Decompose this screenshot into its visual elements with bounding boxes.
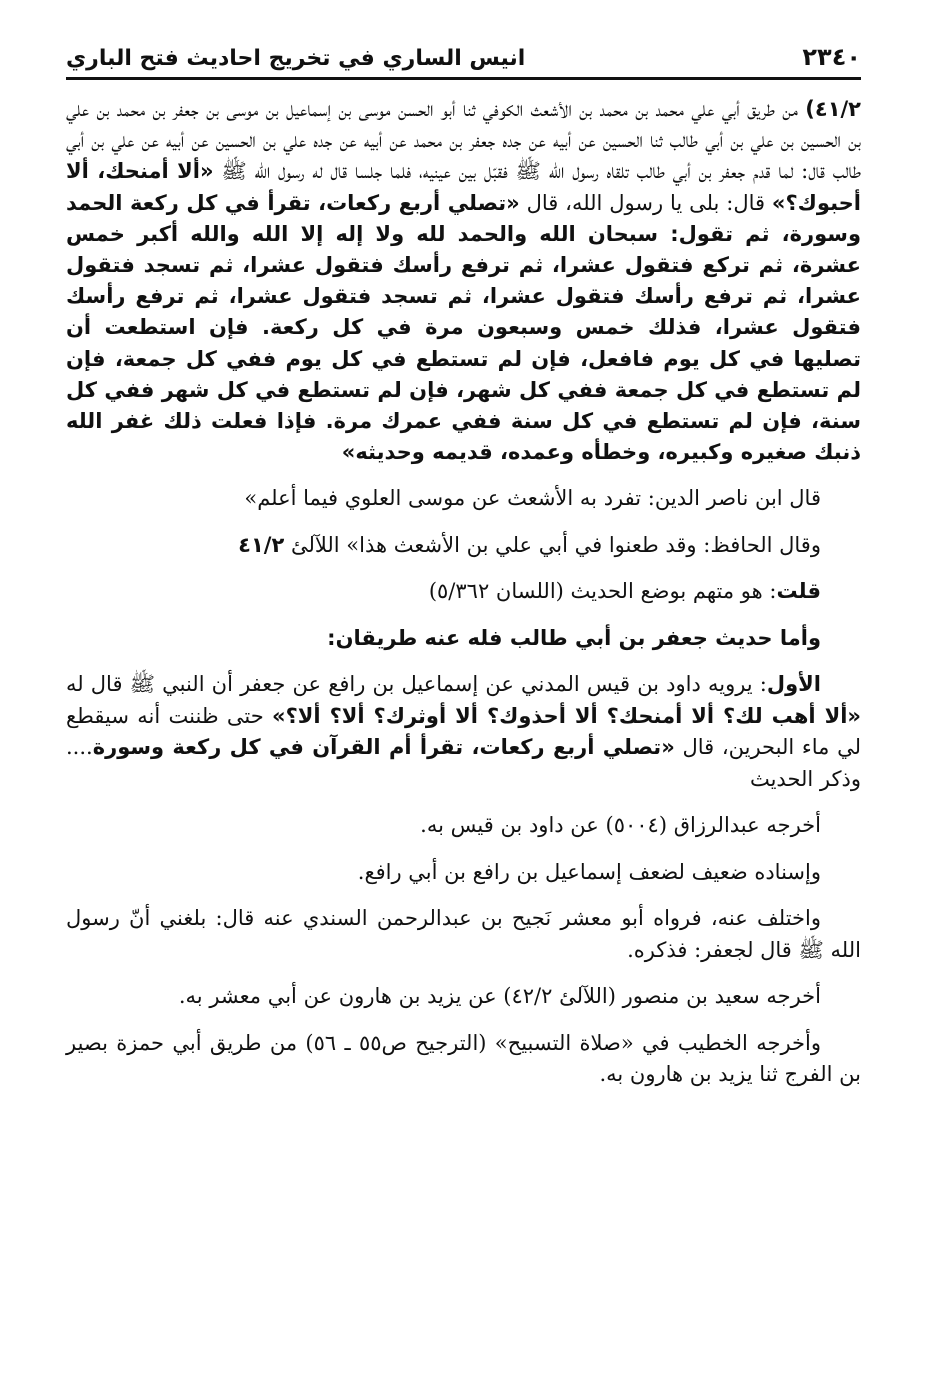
hadith-text: «تصلي أربع ركعات، تقرأ في كل ركعة الحمد وسورة، ثم تقول: سبحان الله والحمد لله ولا إله إلا الله والله أكبر خمس عشرة، ثم تركع فتقول عشرا، ثم ترفع رأسك فتقول عشرا، ثم تسجد فتقول عشرا، ثم ترفع رأسك فتقول عشرا، ثم تسجد فتقول عشرا، ثم ترفع رأسك فتقول عشرا، فذلك خمس وسبعون مرة في كل ركعة. فإن استطعت أن تصليها في كل يوم فافعل، فإن لم تستطع في كل يوم ففي كل جمعة، فإن لم تستطع في كل جمعة ففي كل شهر، فإن لم تستطع في كل شهر ففي كل سنة، فإن لم تستطع في كل سنة ففي عمرك مرة. فإذا فعلت ذلك غفر الله ذنبك صغيره وكبيره، وخطأه وعمده، قديمه وحديثه» — [66, 190, 861, 465]
section-heading: وأما حديث جعفر بن أبي طالب فله عنه طريقان: — [327, 625, 821, 650]
isnad-text: من طريق أبي علي محمد بن محمد بن الأشعث الكوفي ثنا أبو الحسن موسى بن إسماعيل بن موسى بن جعفر بن محمد بن علي بن الحسين بن علي بن أبي طالب ثنا الحسين عن أبيه عن جده جعفر بن محمد عن أبيه عن جده علي بن الحسين عن أبيه عن علي بن أبي طالب قال: لما قدم جعفر بن أبي طالب تلقاه رسول الله ﷺ فقبّل بين عينيه، فلما جلسا قال له رسول الله ﷺ — [66, 97, 861, 184]
running-title: انيس الساري في تخريج احاديث فتح الباري — [66, 46, 526, 71]
page-header — [66, 38, 861, 80]
route-text: : يرويه داود بن قيس المدني عن إسماعيل بن رافع عن جعفر أن النبي ﷺ قال له — [66, 672, 767, 697]
quote-text: «ألا أمنحك، ألا أحبوك؟» — [66, 159, 861, 215]
label-first: الأول — [766, 672, 821, 697]
note-paragraph — [66, 576, 861, 608]
route-text: حتى ظننت أنه سيقطع لي ماء البحرين، قال — [66, 703, 862, 760]
label-qultu: قلت — [776, 579, 821, 604]
note-text: وقال الحافظ: وقد طعنوا في أبي علي بن الأشعث هذا» اللآلئ — [284, 532, 821, 557]
narration-text: قال: بلى يا رسول الله، قال — [519, 190, 772, 215]
quote-text: «تصلي أربع ركعات، تقرأ أم القرآن في كل ركعة وسورة — [92, 735, 675, 760]
takhrij-paragraph: أخرجه سعيد بن منصور (اللآلئ ٤٢/٢) عن يزيد بن هارون عن أبي معشر به. — [178, 984, 821, 1009]
note-paragraph: قال ابن ناصر الدين: تفرد به الأشعث عن موسى العلوي فيما أعلم» — [244, 486, 821, 511]
route-text: .... وذكر الحديث — [66, 735, 861, 791]
reference-number: ٤١/٢) — [805, 97, 861, 121]
takhrij-paragraph: أخرجه عبدالرزاق (٥٠٠٤) عن داود بن قيس به. — [420, 813, 821, 838]
route-paragraph — [66, 669, 861, 795]
note-paragraph — [66, 530, 861, 562]
page-number: ٢٣٤٠ — [802, 43, 861, 71]
quote-text: «ألا أهب لك؟ ألا أمنحك؟ ألا أحذوك؟ ألا أوثرك؟ ألا؟ ألا؟» — [272, 703, 861, 728]
takhrij-paragraph: وأخرجه الخطيب في «صلاة التسبيح» (الترجيح ص٥٥ ـ ٥٦) من طريق أبي حمزة بصير بن الفرج ثنا يزيد بن هارون به. — [66, 1030, 861, 1087]
reference-number: ٤١/٢ — [238, 532, 285, 557]
page-body — [66, 94, 861, 1091]
hadith-paragraph — [66, 94, 861, 468]
note-text: : هو متهم بوضع الحديث (اللسان ٥/٣٦٢) — [428, 579, 777, 604]
grading-paragraph: وإسناده ضعيف لضعف إسماعيل بن رافع بن أبي رافع. — [357, 859, 821, 884]
variant-paragraph: واختلف عنه، فرواه أبو معشر نَجيح بن عبدالرحمن السندي عنه قال: بلغني أنّ رسول الله ﷺ قال لجعفر: فذكره. — [66, 906, 861, 962]
